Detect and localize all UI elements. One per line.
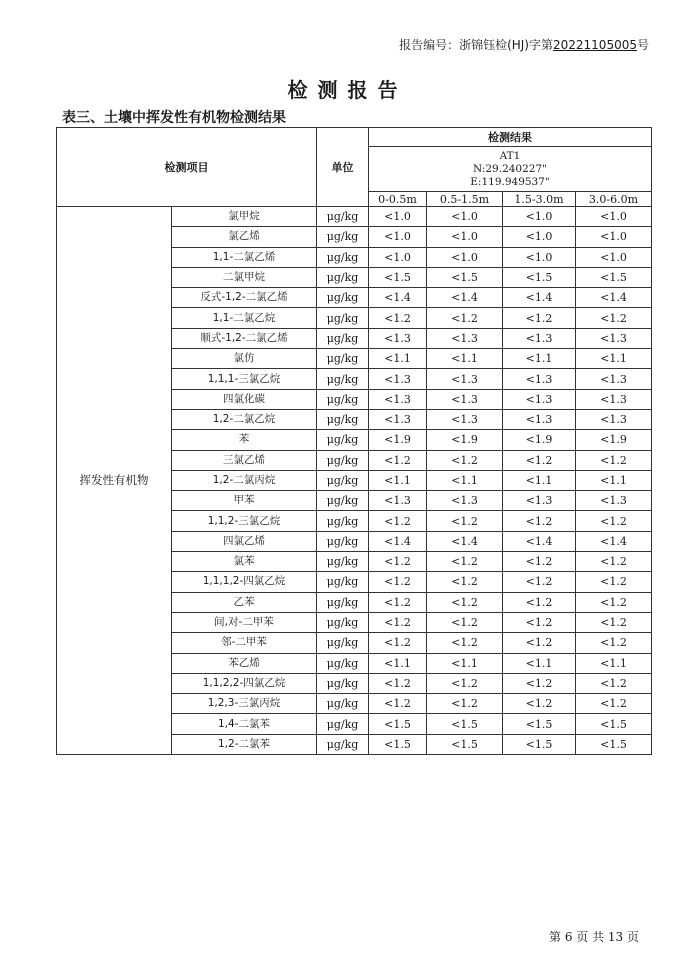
item-name: 四氯化碳	[172, 389, 317, 409]
result-value: <1.5	[369, 267, 427, 287]
item-unit: μg/kg	[317, 409, 369, 429]
result-value: <1.0	[576, 207, 652, 227]
result-value: <1.5	[427, 714, 503, 734]
item-unit: μg/kg	[317, 694, 369, 714]
result-value: <1.2	[576, 511, 652, 531]
result-value: <1.2	[427, 572, 503, 592]
result-value: <1.3	[503, 328, 576, 348]
result-value: <1.3	[503, 409, 576, 429]
result-value: <1.2	[503, 511, 576, 531]
result-value: <1.2	[576, 450, 652, 470]
item-name: 苯	[172, 430, 317, 450]
result-value: <1.0	[427, 207, 503, 227]
item-unit: μg/kg	[317, 369, 369, 389]
item-unit: μg/kg	[317, 734, 369, 754]
result-value: <1.2	[503, 552, 576, 572]
result-value: <1.5	[576, 714, 652, 734]
result-value: <1.2	[369, 673, 427, 693]
result-value: <1.2	[503, 450, 576, 470]
result-value: <1.2	[503, 633, 576, 653]
item-unit: μg/kg	[317, 653, 369, 673]
table-title: 表三、土壤中挥发性有机物检测结果	[62, 110, 286, 126]
result-value: <1.2	[427, 450, 503, 470]
header-item: 检测项目	[57, 128, 317, 207]
result-value: <1.2	[576, 694, 652, 714]
item-name: 二氯甲烷	[172, 267, 317, 287]
item-name: 氯乙烯	[172, 227, 317, 247]
result-value: <1.2	[369, 572, 427, 592]
item-name: 邻-二甲苯	[172, 633, 317, 653]
result-value: <1.9	[503, 430, 576, 450]
report-number-suffix: 号	[636, 38, 649, 52]
item-unit: μg/kg	[317, 267, 369, 287]
header-unit: 单位	[317, 128, 369, 207]
item-name: 氯苯	[172, 552, 317, 572]
result-value: <1.4	[369, 531, 427, 551]
result-value: <1.2	[369, 592, 427, 612]
result-value: <1.2	[369, 308, 427, 328]
item-unit: μg/kg	[317, 349, 369, 369]
item-name: 乙苯	[172, 592, 317, 612]
item-unit: μg/kg	[317, 308, 369, 328]
result-value: <1.3	[369, 389, 427, 409]
result-value: <1.3	[576, 369, 652, 389]
result-value: <1.2	[503, 572, 576, 592]
result-value: <1.2	[427, 552, 503, 572]
item-unit: μg/kg	[317, 491, 369, 511]
result-value: <1.9	[369, 430, 427, 450]
result-value: <1.2	[576, 633, 652, 653]
result-value: <1.2	[503, 673, 576, 693]
report-number: 20221105005	[553, 38, 637, 52]
result-value: <1.3	[369, 328, 427, 348]
result-value: <1.0	[576, 247, 652, 267]
result-value: <1.2	[427, 592, 503, 612]
result-value: <1.3	[427, 369, 503, 389]
result-value: <1.3	[427, 389, 503, 409]
result-value: <1.3	[369, 409, 427, 429]
result-value: <1.3	[503, 389, 576, 409]
category-cell: 挥发性有机物	[57, 207, 172, 755]
result-value: <1.4	[369, 288, 427, 308]
result-value: <1.0	[503, 207, 576, 227]
result-value: <1.2	[427, 694, 503, 714]
item-name: 1,2-二氯乙烷	[172, 409, 317, 429]
result-value: <1.2	[369, 450, 427, 470]
result-value: <1.1	[427, 470, 503, 490]
item-unit: μg/kg	[317, 592, 369, 612]
result-value: <1.2	[427, 612, 503, 632]
item-unit: μg/kg	[317, 227, 369, 247]
result-value: <1.2	[576, 572, 652, 592]
result-value: <1.2	[369, 633, 427, 653]
result-value: <1.0	[369, 247, 427, 267]
table-row	[57, 207, 652, 227]
result-value: <1.5	[427, 734, 503, 754]
result-value: <1.2	[576, 612, 652, 632]
item-unit: μg/kg	[317, 714, 369, 734]
result-value: <1.2	[503, 694, 576, 714]
document-title: 检测报告	[287, 78, 408, 102]
result-value: <1.4	[576, 531, 652, 551]
item-name: 四氯乙烯	[172, 531, 317, 551]
result-value: <1.3	[503, 369, 576, 389]
result-value: <1.3	[576, 328, 652, 348]
result-value: <1.5	[576, 267, 652, 287]
result-value: <1.3	[427, 409, 503, 429]
item-unit: μg/kg	[317, 207, 369, 227]
item-unit: μg/kg	[317, 612, 369, 632]
item-name: 苯乙烯	[172, 653, 317, 673]
result-value: <1.2	[427, 308, 503, 328]
item-name: 三氯乙烯	[172, 450, 317, 470]
item-name: 反式-1,2-二氯乙烯	[172, 288, 317, 308]
item-unit: μg/kg	[317, 288, 369, 308]
header-result: 检测结果	[369, 128, 652, 147]
results-table	[56, 127, 652, 755]
result-value: <1.2	[427, 511, 503, 531]
result-value: <1.4	[427, 288, 503, 308]
result-value: <1.4	[503, 531, 576, 551]
item-unit: μg/kg	[317, 511, 369, 531]
header-site	[369, 147, 652, 192]
result-value: <1.3	[369, 491, 427, 511]
result-value: <1.4	[576, 288, 652, 308]
result-value: <1.2	[369, 694, 427, 714]
result-value: <1.1	[369, 349, 427, 369]
result-value: <1.2	[503, 592, 576, 612]
item-unit: μg/kg	[317, 389, 369, 409]
result-value: <1.1	[427, 653, 503, 673]
depth-0: 0-0.5m	[369, 192, 427, 207]
result-value: <1.1	[503, 470, 576, 490]
result-value: <1.2	[427, 633, 503, 653]
item-unit: μg/kg	[317, 572, 369, 592]
result-value: <1.2	[503, 612, 576, 632]
item-unit: μg/kg	[317, 633, 369, 653]
result-value: <1.5	[369, 714, 427, 734]
item-name: 1,2-二氯丙烷	[172, 470, 317, 490]
item-name: 间,对-二甲苯	[172, 612, 317, 632]
result-value: <1.9	[576, 430, 652, 450]
result-value: <1.2	[369, 511, 427, 531]
result-value: <1.5	[576, 734, 652, 754]
result-value: <1.0	[503, 227, 576, 247]
site-lon: E:119.949537"	[470, 175, 550, 188]
result-value: <1.3	[576, 491, 652, 511]
result-value: <1.0	[427, 247, 503, 267]
result-value: <1.3	[503, 491, 576, 511]
report-number-label: 报告编号：浙锦钰检(HJ)字第	[399, 38, 553, 52]
result-value: <1.2	[369, 552, 427, 572]
result-value: <1.2	[576, 552, 652, 572]
item-name: 顺式-1,2-二氯乙烯	[172, 328, 317, 348]
result-value: <1.5	[503, 734, 576, 754]
result-value: <1.2	[503, 308, 576, 328]
result-value: <1.1	[369, 470, 427, 490]
result-value: <1.1	[503, 653, 576, 673]
site-lat: N:29.240227"	[473, 162, 547, 175]
report-number-line	[399, 36, 649, 53]
item-name: 1,1-二氯乙烷	[172, 308, 317, 328]
result-value: <1.5	[369, 734, 427, 754]
result-value: <1.3	[427, 491, 503, 511]
depth-2: 1.5-3.0m	[503, 192, 576, 207]
result-value: <1.3	[576, 409, 652, 429]
result-value: <1.0	[576, 227, 652, 247]
item-name: 氯仿	[172, 349, 317, 369]
site-name: AT1	[499, 149, 521, 162]
item-name: 1,1,1,2-四氯乙烷	[172, 572, 317, 592]
result-value: <1.0	[427, 227, 503, 247]
result-value: <1.1	[576, 470, 652, 490]
result-value: <1.1	[576, 349, 652, 369]
item-unit: μg/kg	[317, 247, 369, 267]
result-value: <1.2	[576, 673, 652, 693]
result-value: <1.5	[503, 267, 576, 287]
item-unit: μg/kg	[317, 552, 369, 572]
result-value: <1.1	[369, 653, 427, 673]
result-value: <1.4	[427, 531, 503, 551]
item-name: 1,1,1-三氯乙烷	[172, 369, 317, 389]
result-value: <1.1	[427, 349, 503, 369]
item-unit: μg/kg	[317, 531, 369, 551]
item-name: 1,2-二氯苯	[172, 734, 317, 754]
result-value: <1.3	[576, 389, 652, 409]
result-value: <1.3	[427, 328, 503, 348]
item-unit: μg/kg	[317, 328, 369, 348]
result-value: <1.3	[369, 369, 427, 389]
item-name: 甲苯	[172, 491, 317, 511]
item-unit: μg/kg	[317, 450, 369, 470]
result-value: <1.9	[427, 430, 503, 450]
item-name: 氯甲烷	[172, 207, 317, 227]
item-unit: μg/kg	[317, 430, 369, 450]
item-unit: μg/kg	[317, 470, 369, 490]
depth-3: 3.0-6.0m	[576, 192, 652, 207]
result-value: <1.0	[369, 227, 427, 247]
result-value: <1.2	[576, 308, 652, 328]
result-value: <1.2	[576, 592, 652, 612]
result-value: <1.0	[369, 207, 427, 227]
item-name: 1,2,3-三氯丙烷	[172, 694, 317, 714]
result-value: <1.1	[576, 653, 652, 673]
item-unit: μg/kg	[317, 673, 369, 693]
item-name: 1,1,2,2-四氯乙烷	[172, 673, 317, 693]
result-value: <1.0	[503, 247, 576, 267]
result-value: <1.2	[427, 673, 503, 693]
result-value: <1.1	[503, 349, 576, 369]
result-value: <1.2	[369, 612, 427, 632]
result-value: <1.4	[503, 288, 576, 308]
item-name: 1,1-二氯乙烯	[172, 247, 317, 267]
item-name: 1,4-二氯苯	[172, 714, 317, 734]
depth-1: 0.5-1.5m	[427, 192, 503, 207]
result-value: <1.5	[427, 267, 503, 287]
result-value: <1.5	[503, 714, 576, 734]
page-number: 第 6 页 共 13 页	[549, 930, 639, 944]
item-name: 1,1,2-三氯乙烷	[172, 511, 317, 531]
